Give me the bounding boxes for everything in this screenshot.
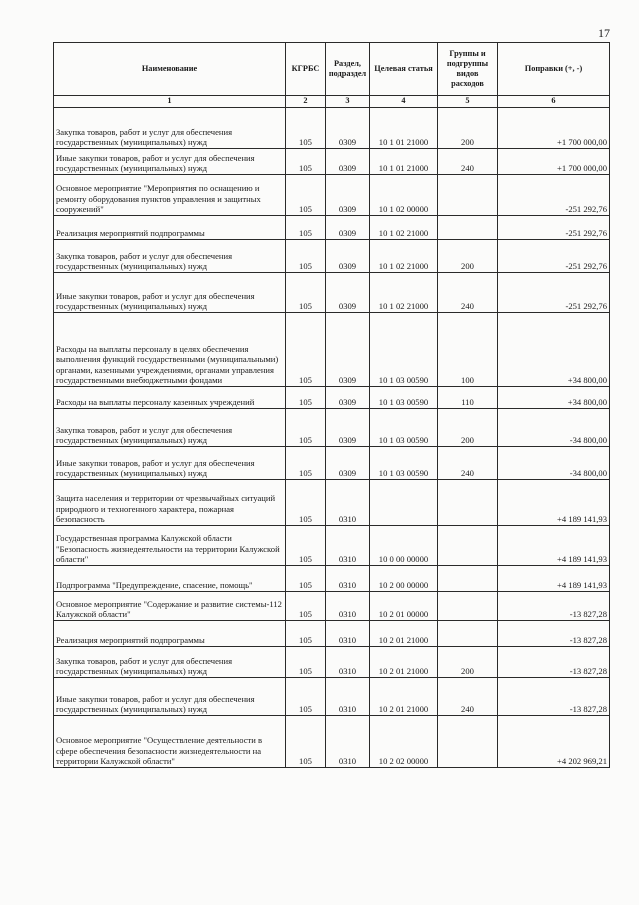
column-number: 1 [54,96,286,108]
row-target: 10 1 01 21000 [370,149,438,175]
row-amendment: -13 827,28 [498,621,610,647]
row-amendment: -251 292,76 [498,216,610,240]
table-row [54,647,610,678]
row-section: 0309 [326,240,370,273]
column-numbers-row [54,96,610,108]
row-target: 10 2 00 00000 [370,566,438,592]
row-section: 0309 [326,108,370,149]
row-target: 10 2 01 00000 [370,592,438,621]
row-section: 0309 [326,409,370,447]
table-row [54,273,610,313]
row-section: 0310 [326,566,370,592]
row-expense-group: 200 [438,108,498,149]
header-amendments: Поправки (+, -) [498,43,610,96]
row-target: 10 1 02 21000 [370,273,438,313]
row-kgrbs: 105 [286,526,326,566]
column-number: 3 [326,96,370,108]
row-target [370,480,438,526]
row-target: 10 1 02 21000 [370,240,438,273]
row-expense-group: 110 [438,387,498,409]
column-number: 2 [286,96,326,108]
row-kgrbs: 105 [286,387,326,409]
row-section: 0309 [326,387,370,409]
row-kgrbs: 105 [286,216,326,240]
row-target: 10 1 03 00590 [370,387,438,409]
row-amendment: +34 800,00 [498,313,610,387]
header-name: Наименование [54,43,286,96]
table-row [54,108,610,149]
row-name: Основное мероприятие "Содержание и развитие системы-112 Калужской области" [54,592,286,621]
column-number: 6 [498,96,610,108]
row-name: Расходы на выплаты персоналу в целях обеспечения выполнения функций государственными (муниципальными) органами, казенными учреждениями, органами управления государственными внебюджетными фондами [54,313,286,387]
row-name: Основное мероприятие "Осуществление деятельности в сфере обеспечения безопасности жизнедеятельности на территории Калужской области" [54,716,286,768]
table-row [54,240,610,273]
row-expense-group [438,480,498,526]
row-target: 10 1 02 21000 [370,216,438,240]
row-expense-group [438,592,498,621]
row-expense-group [438,566,498,592]
row-name: Иные закупки товаров, работ и услуг для обеспечения государственных (муниципальных) нужд [54,678,286,716]
row-section: 0309 [326,273,370,313]
row-kgrbs: 105 [286,678,326,716]
row-kgrbs: 105 [286,647,326,678]
row-amendment: -13 827,28 [498,647,610,678]
row-amendment: -251 292,76 [498,175,610,216]
row-kgrbs: 105 [286,313,326,387]
row-target: 10 1 01 21000 [370,108,438,149]
table-row [54,621,610,647]
row-kgrbs: 105 [286,149,326,175]
column-number: 5 [438,96,498,108]
table-row [54,480,610,526]
budget-amendments-table [53,42,610,768]
row-amendment: +4 189 141,93 [498,526,610,566]
table-row [54,592,610,621]
row-expense-group [438,175,498,216]
row-kgrbs: 105 [286,716,326,768]
row-amendment: -251 292,76 [498,273,610,313]
row-section: 0309 [326,216,370,240]
row-amendment: +4 189 141,93 [498,566,610,592]
table-row [54,526,610,566]
row-amendment: +4 189 141,93 [498,480,610,526]
row-expense-group [438,216,498,240]
table-row [54,175,610,216]
row-section: 0309 [326,175,370,216]
row-kgrbs: 105 [286,566,326,592]
row-expense-group: 200 [438,240,498,273]
row-amendment: -13 827,28 [498,592,610,621]
table-row [54,409,610,447]
row-section: 0309 [326,149,370,175]
row-name: Основное мероприятие "Мероприятия по оснащению и ремонту оборудования пунктов управления и защитных сооружений" [54,175,286,216]
row-kgrbs: 105 [286,273,326,313]
row-name: Реализация мероприятий подпрограммы [54,216,286,240]
row-expense-group: 100 [438,313,498,387]
row-section: 0309 [326,313,370,387]
table-row [54,447,610,480]
row-section: 0310 [326,678,370,716]
row-expense-group [438,716,498,768]
table-row [54,566,610,592]
row-expense-group: 240 [438,149,498,175]
table-row [54,678,610,716]
row-kgrbs: 105 [286,175,326,216]
row-amendment: -34 800,00 [498,409,610,447]
row-name: Защита населения и территории от чрезвычайных ситуаций природного и техногенного характера, пожарная безопасность [54,480,286,526]
row-target: 10 0 00 00000 [370,526,438,566]
row-name: Иные закупки товаров, работ и услуг для обеспечения государственных (муниципальных) нужд [54,447,286,480]
row-amendment: +1 700 000,00 [498,108,610,149]
row-kgrbs: 105 [286,447,326,480]
row-expense-group: 240 [438,447,498,480]
row-amendment: -251 292,76 [498,240,610,273]
row-name: Иные закупки товаров, работ и услуг для обеспечения государственных (муниципальных) нужд [54,273,286,313]
row-target: 10 2 01 21000 [370,647,438,678]
row-name: Закупка товаров, работ и услуг для обеспечения государственных (муниципальных) нужд [54,240,286,273]
row-expense-group [438,526,498,566]
row-kgrbs: 105 [286,621,326,647]
row-target: 10 2 01 21000 [370,678,438,716]
table-header [54,43,610,96]
row-expense-group: 240 [438,273,498,313]
row-section: 0309 [326,447,370,480]
row-amendment: -13 827,28 [498,678,610,716]
row-target: 10 1 03 00590 [370,409,438,447]
row-target: 10 1 03 00590 [370,313,438,387]
page-number: 17 [598,26,610,40]
row-name: Закупка товаров, работ и услуг для обеспечения государственных (муниципальных) нужд [54,108,286,149]
header-target: Целевая статья [370,43,438,96]
row-name: Закупка товаров, работ и услуг для обеспечения государственных (муниципальных) нужд [54,647,286,678]
row-name: Иные закупки товаров, работ и услуг для обеспечения государственных (муниципальных) нужд [54,149,286,175]
row-name: Подпрограмма "Предупреждение, спасение, помощь" [54,566,286,592]
table-row [54,216,610,240]
row-kgrbs: 105 [286,480,326,526]
table-row [54,149,610,175]
row-section: 0310 [326,647,370,678]
table-row [54,313,610,387]
row-amendment: -34 800,00 [498,447,610,480]
row-amendment: +1 700 000,00 [498,149,610,175]
table-row [54,716,610,768]
table-row [54,387,610,409]
row-amendment: +4 202 969,21 [498,716,610,768]
row-name: Реализация мероприятий подпрограммы [54,621,286,647]
row-target: 10 1 02 00000 [370,175,438,216]
row-section: 0310 [326,716,370,768]
row-target: 10 1 03 00590 [370,447,438,480]
row-section: 0310 [326,480,370,526]
row-amendment: +34 800,00 [498,387,610,409]
row-expense-group [438,621,498,647]
row-section: 0310 [326,621,370,647]
header-kgrbs: КГРБС [286,43,326,96]
row-section: 0310 [326,592,370,621]
row-kgrbs: 105 [286,108,326,149]
row-kgrbs: 105 [286,240,326,273]
header-section: Раздел, подраздел [326,43,370,96]
row-kgrbs: 105 [286,409,326,447]
row-expense-group: 200 [438,409,498,447]
row-target: 10 2 02 00000 [370,716,438,768]
row-section: 0310 [326,526,370,566]
column-number: 4 [370,96,438,108]
row-name: Закупка товаров, работ и услуг для обеспечения государственных (муниципальных) нужд [54,409,286,447]
row-target: 10 2 01 21000 [370,621,438,647]
row-name: Государственная программа Калужской области "Безопасность жизнедеятельности на территории Калужской области" [54,526,286,566]
row-expense-group: 240 [438,678,498,716]
header-groups: Группы и подгруппы видов расходов [438,43,498,96]
row-kgrbs: 105 [286,592,326,621]
row-expense-group: 200 [438,647,498,678]
row-name: Расходы на выплаты персоналу казенных учреждений [54,387,286,409]
